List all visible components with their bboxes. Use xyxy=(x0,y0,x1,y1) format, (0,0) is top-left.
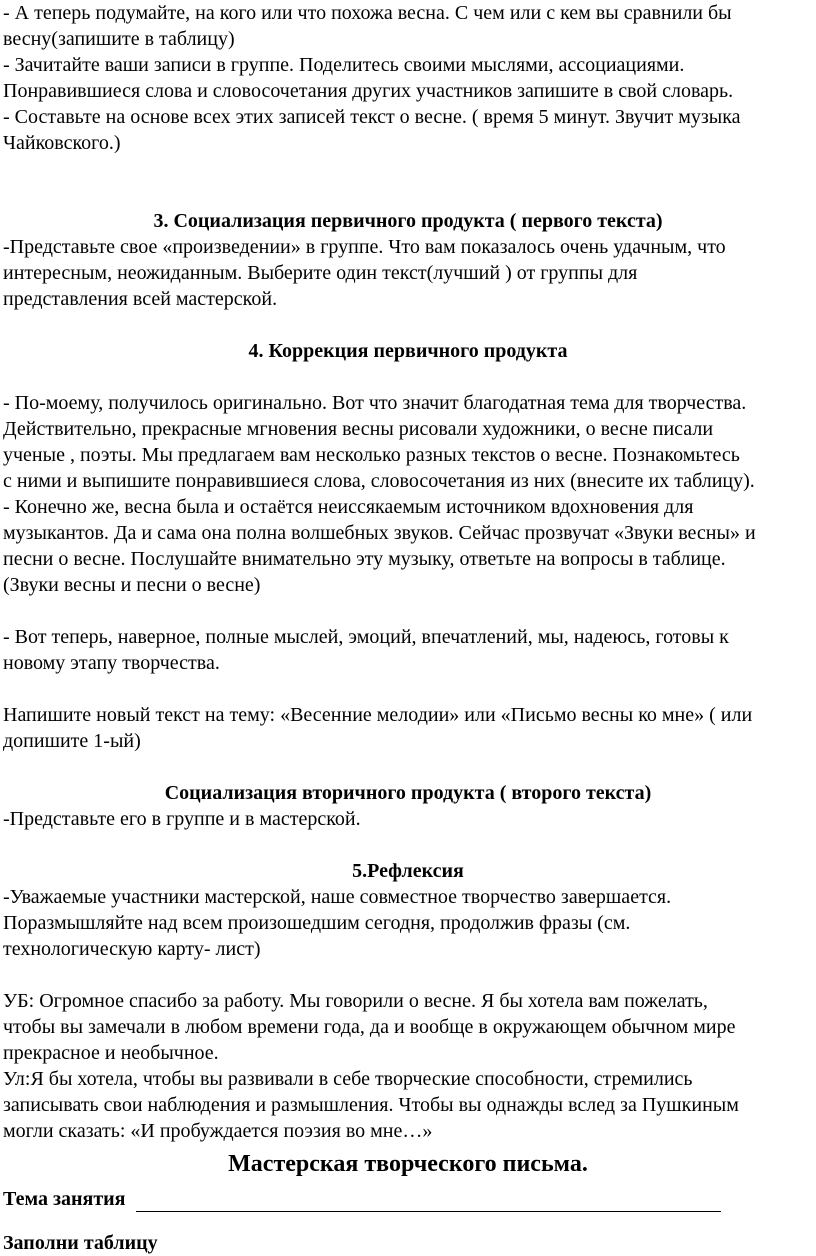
text-line: песни о весне. Послушайте внимательно эту музыку, ответьте на вопросы в таблице. xyxy=(3,548,726,570)
spacer xyxy=(3,962,813,988)
text-line: чтобы вы замечали в любом времени года, да и вообще в окружающем обычном мире xyxy=(3,1016,736,1038)
spacer xyxy=(3,364,813,390)
text-line: Ул:Я бы хотела, чтобы вы развивали в себе творческие способности, стремились xyxy=(3,1068,693,1090)
intro-paragraph xyxy=(3,0,813,156)
text-line: УБ: Огромное спасибо за работу. Мы говорили о весне. Я бы хотела вам пожелать, xyxy=(3,990,708,1012)
text-line: могли сказать: «И пробуждается поэзия во мне…» xyxy=(3,1120,433,1142)
spacer xyxy=(3,182,813,208)
text-line: - Вот теперь, наверное, полные мыслей, эмоций, впечатлений, мы, надеюсь, готовы к xyxy=(3,626,729,648)
spacer xyxy=(3,312,813,338)
text-line: Напишите новый текст на тему: «Весенние мелодии» или «Письмо весны ко мне» ( или xyxy=(3,704,753,726)
section-3-heading: 3. Социализация первичного продукта ( первого текста) xyxy=(153,210,663,232)
text-line: -Представьте свое «произведении» в группе. Что вам показалось очень удачным, что xyxy=(3,236,726,258)
section-3-body xyxy=(3,234,813,312)
text-line: Чайковского.) xyxy=(3,132,121,154)
spacer xyxy=(3,1212,813,1230)
section-4-body-a xyxy=(3,390,813,598)
text-line: - Зачитайте ваши записи в группе. Поделитесь своими мыслями, ассоциациями. xyxy=(3,54,685,76)
topic-row xyxy=(3,1186,813,1212)
section-5-heading: 5.Рефлексия xyxy=(352,860,464,882)
text-line: Понравившиеся слова и словосочетания других участников запишите в свой словарь. xyxy=(3,80,734,102)
section-4-body-b xyxy=(3,624,813,676)
text-line: представления всей мастерской. xyxy=(3,288,278,310)
text-line: весну(запишите в таблицу) xyxy=(3,28,235,50)
spacer xyxy=(3,676,813,702)
text-line: -Уважаемые участники мастерской, наше совместное творчество завершается. xyxy=(3,886,672,908)
text-line: - А теперь подумайте, на кого или что похожа весна. С чем или с кем вы сравнили бы xyxy=(3,2,732,24)
closing-paragraph xyxy=(3,988,813,1144)
fill-table-label: Заполни таблицу xyxy=(3,1232,158,1254)
document-page xyxy=(3,0,813,1256)
text-line: новому этапу творчества. xyxy=(3,652,220,674)
text-line: - Конечно же, весна была и остаётся неиссякаемым источником вдохновения для xyxy=(3,496,694,518)
text-line: музыкантов. Да и сама она полна волшебных звуков. Сейчас прозвучат «Звуки весны» и xyxy=(3,522,756,544)
text-line: Действительно, прекрасные мгновения весны рисовали художники, о весне писали xyxy=(3,418,714,440)
text-line: (Звуки весны и песни о весне) xyxy=(3,574,261,596)
spacer xyxy=(3,156,813,182)
text-line: ученые , поэты. Мы предлагаем вам несколько разных текстов о весне. Познакомьтесь xyxy=(3,444,740,466)
spacer xyxy=(3,754,813,780)
worksheet-title: Мастерская творческого письма. xyxy=(228,1151,588,1177)
secondary-socialization-heading: Социализация вторичного продукта ( второго текста) xyxy=(164,782,652,804)
text-line: допишите 1-ый) xyxy=(3,730,141,752)
spacer xyxy=(3,598,813,624)
text-line: с ними и выпишите понравившиеся слова, словосочетания из них (внесите их таблицу). xyxy=(3,470,755,492)
text-line: записывать свои наблюдения и размышления. Чтобы вы однажды вслед за Пушкиным xyxy=(3,1094,739,1116)
text-line: -Представьте его в группе и в мастерской. xyxy=(3,808,361,830)
text-line: интересным, неожиданным. Выберите один текст(лучший ) от группы для xyxy=(3,262,638,284)
topic-label: Тема занятия xyxy=(3,1188,126,1210)
spacer xyxy=(3,832,813,858)
section-4-heading: 4. Коррекция первичного продукта xyxy=(248,340,568,362)
text-line: - Составьте на основе всех этих записей текст о весне. ( время 5 минут. Звучит музыка xyxy=(3,106,741,128)
text-line: - По-моему, получилось оригинально. Вот что значит благодатная тема для творчества. xyxy=(3,392,747,414)
section-4-body-c xyxy=(3,702,813,754)
text-line: технологическую карту- лист) xyxy=(3,938,261,960)
text-line: Поразмышляйте над всем произошедшим сегодня, продолжив фразы (см. xyxy=(3,912,631,934)
text-line: прекрасное и необычное. xyxy=(3,1042,219,1064)
section-5-body xyxy=(3,884,813,962)
